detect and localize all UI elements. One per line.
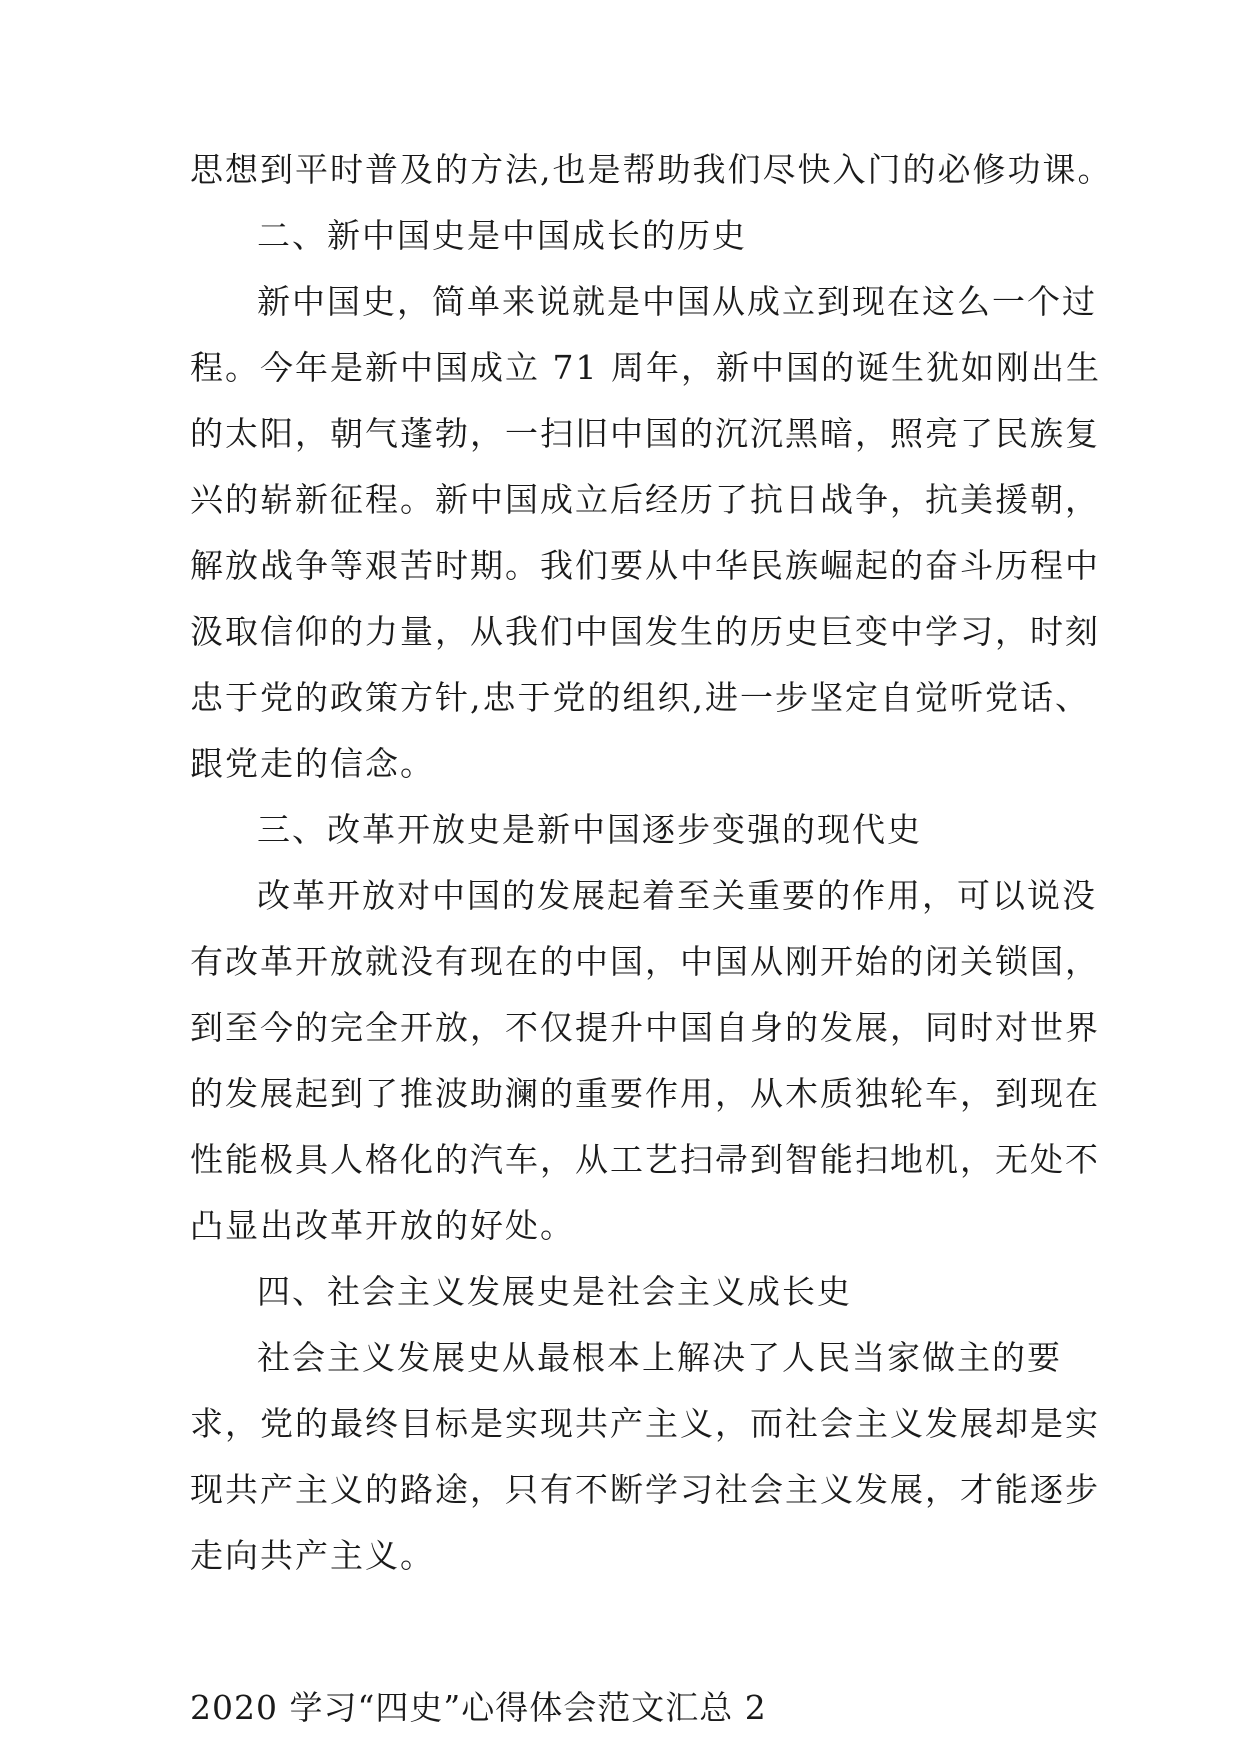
paragraph-line: 社会主义发展史从最根本上解决了人民当家做主的要 xyxy=(257,1338,1062,1377)
document-section-title: 2020 学习“四史”心得体会范文汇总 2 xyxy=(190,1688,767,1727)
paragraph-line: 忠于党的政策方针,忠于党的组织,进一步坚定自觉听党话、 xyxy=(190,678,1090,717)
paragraph-line: 新中国史，简单来说就是中国从成立到现在这么一个过 xyxy=(257,282,1097,321)
paragraph-line: 解放战争等艰苦时期。我们要从中华民族崛起的奋斗历程中 xyxy=(190,546,1100,585)
paragraph-line: 求，党的最终目标是实现共产主义，而社会主义发展却是实 xyxy=(190,1404,1100,1443)
paragraph-line: 现共产主义的路途，只有不断学习社会主义发展，才能逐步 xyxy=(190,1470,1100,1509)
paragraph-line: 凸显出改革开放的好处。 xyxy=(190,1206,575,1245)
paragraph-line: 性能极具人格化的汽车，从工艺扫帚到智能扫地机，无处不 xyxy=(190,1140,1100,1179)
section-heading: 四、社会主义发展史是社会主义成长史 xyxy=(257,1272,852,1311)
paragraph-line: 的太阳，朝气蓬勃，一扫旧中国的沉沉黑暗，照亮了民族复 xyxy=(190,414,1100,453)
paragraph-line: 思想到平时普及的方法,也是帮助我们尽快入门的必修功课。 xyxy=(190,150,1113,189)
paragraph-line: 走向共产主义。 xyxy=(190,1536,435,1575)
section-heading: 三、改革开放史是新中国逐步变强的现代史 xyxy=(257,810,922,849)
paragraph-line: 有改革开放就没有现在的中国，中国从刚开始的闭关锁国， xyxy=(190,942,1100,981)
paragraph-line: 程。今年是新中国成立 71 周年，新中国的诞生犹如刚出生 xyxy=(190,348,1101,387)
paragraph-line: 到至今的完全开放，不仅提升中国自身的发展，同时对世界 xyxy=(190,1008,1100,1047)
paragraph-line: 的发展起到了推波助澜的重要作用，从木质独轮车，到现在 xyxy=(190,1074,1100,1113)
paragraph-line: 改革开放对中国的发展起着至关重要的作用，可以说没 xyxy=(257,876,1097,915)
paragraph-line: 跟党走的信念。 xyxy=(190,744,435,783)
section-heading: 二、新中国史是中国成长的历史 xyxy=(257,216,747,255)
paragraph-line: 兴的崭新征程。新中国成立后经历了抗日战争，抗美援朝， xyxy=(190,480,1100,519)
paragraph-line: 汲取信仰的力量，从我们中国发生的历史巨变中学习，时刻 xyxy=(190,612,1100,651)
